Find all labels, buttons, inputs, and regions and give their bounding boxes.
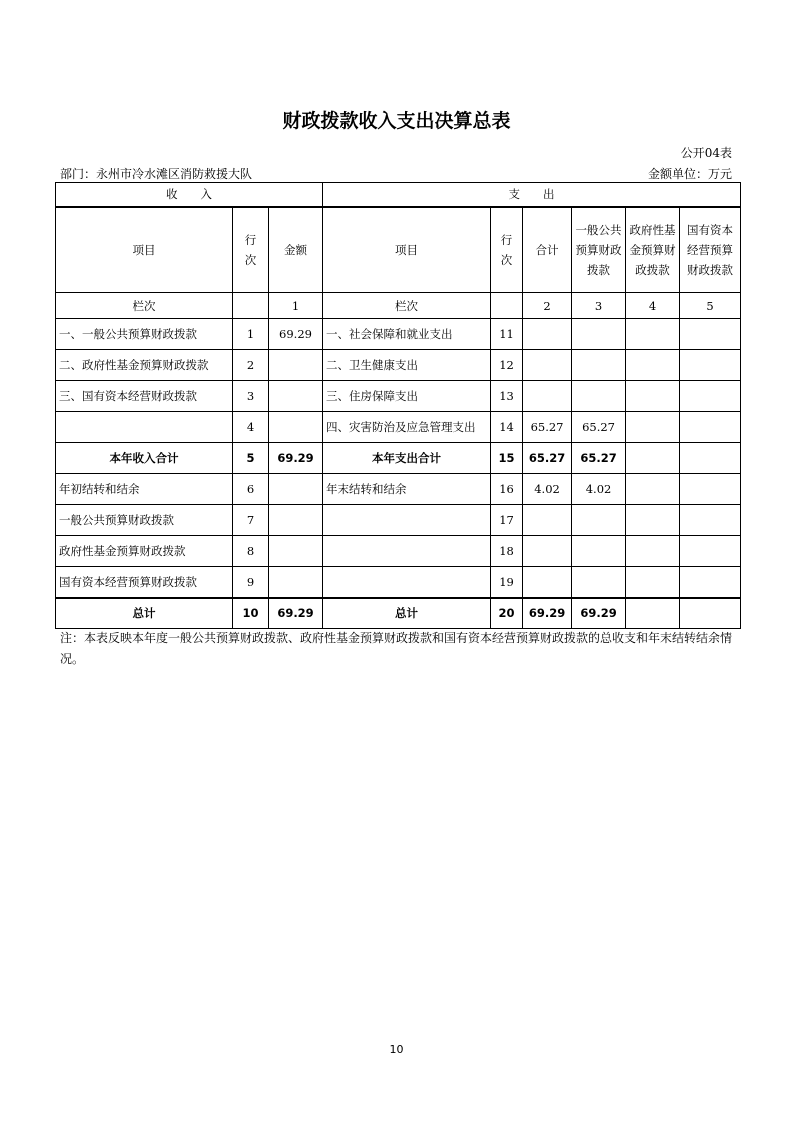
expense-row-no: 13 — [491, 381, 523, 412]
expense-general — [572, 536, 626, 567]
expense-total — [523, 319, 572, 350]
expense-row-no: 17 — [491, 505, 523, 536]
expense-general — [572, 381, 626, 412]
table-code: 公开04表 — [680, 146, 732, 160]
expense-total: 65.27 — [523, 412, 572, 443]
column-blank — [491, 293, 523, 319]
section-header-row — [56, 183, 741, 207]
expense-row-no: 16 — [491, 474, 523, 505]
expense-gov-fund — [626, 474, 680, 505]
expense-gov-fund — [626, 350, 680, 381]
expense-total — [523, 505, 572, 536]
income-item: 二、政府性基金预算财政拨款 — [56, 350, 233, 381]
table-note: 注：本表反映本年度一般公共预算财政拨款、政府性基金预算财政拨款和国有资本经营预算财政拨款的总收支和年末结转结余情况。 — [60, 631, 733, 666]
income-amount: 69.29 — [269, 598, 323, 629]
income-amount — [269, 381, 323, 412]
income-row-no: 6 — [233, 474, 269, 505]
income-row-no: 5 — [233, 443, 269, 474]
expense-state-capital — [680, 598, 741, 629]
table-row — [56, 536, 741, 567]
expense-total: 4.02 — [523, 474, 572, 505]
page-title: 财政拨款收入支出决算总表 — [282, 110, 511, 132]
column-label-expense: 栏次 — [323, 293, 491, 319]
expense-row-no-header: 行次 — [491, 207, 523, 293]
expense-row-no: 18 — [491, 536, 523, 567]
income-item: 三、国有资本经营财政拨款 — [56, 381, 233, 412]
expense-total — [523, 567, 572, 598]
expense-total: 69.29 — [523, 598, 572, 629]
expense-item: 总计 — [323, 598, 491, 629]
income-item: 一、一般公共预算财政拨款 — [56, 319, 233, 350]
expense-total-header: 合计 — [523, 207, 572, 293]
expense-item-header: 项目 — [323, 207, 491, 293]
expense-item: 年末结转和结余 — [323, 474, 491, 505]
expense-gov-fund — [626, 443, 680, 474]
expense-total — [523, 536, 572, 567]
expense-row-no: 11 — [491, 319, 523, 350]
expense-gov-fund — [626, 567, 680, 598]
expense-item: 一、社会保障和就业支出 — [323, 319, 491, 350]
expense-general: 65.27 — [572, 443, 626, 474]
table-row — [56, 505, 741, 536]
expense-row-no: 19 — [491, 567, 523, 598]
expense-general — [572, 505, 626, 536]
expense-state-capital — [680, 319, 741, 350]
table-row — [56, 350, 741, 381]
income-header: 收 入 — [56, 183, 323, 207]
expense-general: 69.29 — [572, 598, 626, 629]
income-row-no: 9 — [233, 567, 269, 598]
income-amount — [269, 567, 323, 598]
expense-gov-fund — [626, 536, 680, 567]
expense-row-no: 15 — [491, 443, 523, 474]
table-row — [56, 567, 741, 598]
income-item: 本年收入合计 — [56, 443, 233, 474]
column-number-3: 3 — [572, 293, 626, 319]
income-row-no: 10 — [233, 598, 269, 629]
expense-total: 65.27 — [523, 443, 572, 474]
expense-total — [523, 350, 572, 381]
expense-state-capital — [680, 536, 741, 567]
income-amount: 69.29 — [269, 443, 323, 474]
expense-item: 本年支出合计 — [323, 443, 491, 474]
expense-item — [323, 505, 491, 536]
expense-item: 二、卫生健康支出 — [323, 350, 491, 381]
expense-row-no: 14 — [491, 412, 523, 443]
expense-state-capital — [680, 567, 741, 598]
column-number-4: 4 — [626, 293, 680, 319]
expense-state-capital — [680, 443, 741, 474]
expense-gov-fund — [626, 319, 680, 350]
state-capital-header: 国有资本经营预算财政拨款 — [680, 207, 741, 293]
expense-state-capital — [680, 474, 741, 505]
table-row — [56, 412, 741, 443]
table-row — [56, 319, 741, 350]
income-item — [56, 412, 233, 443]
income-row-no: 1 — [233, 319, 269, 350]
income-row-no: 8 — [233, 536, 269, 567]
expense-item — [323, 536, 491, 567]
income-item: 国有资本经营预算财政拨款 — [56, 567, 233, 598]
income-item: 一般公共预算财政拨款 — [56, 505, 233, 536]
expense-gov-fund — [626, 412, 680, 443]
expense-item: 三、住房保障支出 — [323, 381, 491, 412]
expense-general: 4.02 — [572, 474, 626, 505]
table-row — [56, 381, 741, 412]
general-budget-header: 一般公共预算财政拨款 — [572, 207, 626, 293]
expense-item: 四、灾害防治及应急管理支出 — [323, 412, 491, 443]
expense-gov-fund — [626, 598, 680, 629]
income-item-header: 项目 — [56, 207, 233, 293]
grand-total-row — [56, 598, 741, 629]
column-number-1: 1 — [269, 293, 323, 319]
budget-table — [55, 182, 741, 629]
unit-label: 金额单位：万元 — [647, 167, 732, 181]
expense-gov-fund — [626, 381, 680, 412]
expense-row-no: 12 — [491, 350, 523, 381]
subtotal-row — [56, 443, 741, 474]
expense-row-no: 20 — [491, 598, 523, 629]
page-number: 10 — [389, 1043, 404, 1056]
expense-item — [323, 567, 491, 598]
column-number-row — [56, 293, 741, 319]
expense-state-capital — [680, 381, 741, 412]
expense-state-capital — [680, 412, 741, 443]
column-blank — [233, 293, 269, 319]
income-item: 政府性基金预算财政拨款 — [56, 536, 233, 567]
income-amount-header: 金额 — [269, 207, 323, 293]
expense-general — [572, 567, 626, 598]
income-amount — [269, 474, 323, 505]
income-item: 年初结转和结余 — [56, 474, 233, 505]
income-row-no: 4 — [233, 412, 269, 443]
income-row-no: 2 — [233, 350, 269, 381]
expense-state-capital — [680, 505, 741, 536]
expense-header: 支 出 — [323, 183, 741, 207]
expense-general — [572, 319, 626, 350]
table-row — [56, 474, 741, 505]
income-amount: 69.29 — [269, 319, 323, 350]
income-row-no: 7 — [233, 505, 269, 536]
column-label-income: 栏次 — [56, 293, 233, 319]
expense-gov-fund — [626, 505, 680, 536]
income-amount — [269, 412, 323, 443]
expense-total — [523, 381, 572, 412]
income-row-no: 3 — [233, 381, 269, 412]
income-amount — [269, 505, 323, 536]
expense-state-capital — [680, 350, 741, 381]
income-row-no-header: 行次 — [233, 207, 269, 293]
column-number-5: 5 — [680, 293, 741, 319]
expense-general: 65.27 — [572, 412, 626, 443]
income-item: 总计 — [56, 598, 233, 629]
department-label: 部门：永州市冷水滩区消防救援大队 — [60, 167, 253, 181]
income-amount — [269, 536, 323, 567]
column-number-2: 2 — [523, 293, 572, 319]
column-header-row — [56, 207, 741, 293]
gov-fund-header: 政府性基金预算财政拨款 — [626, 207, 680, 293]
income-amount — [269, 350, 323, 381]
expense-general — [572, 350, 626, 381]
